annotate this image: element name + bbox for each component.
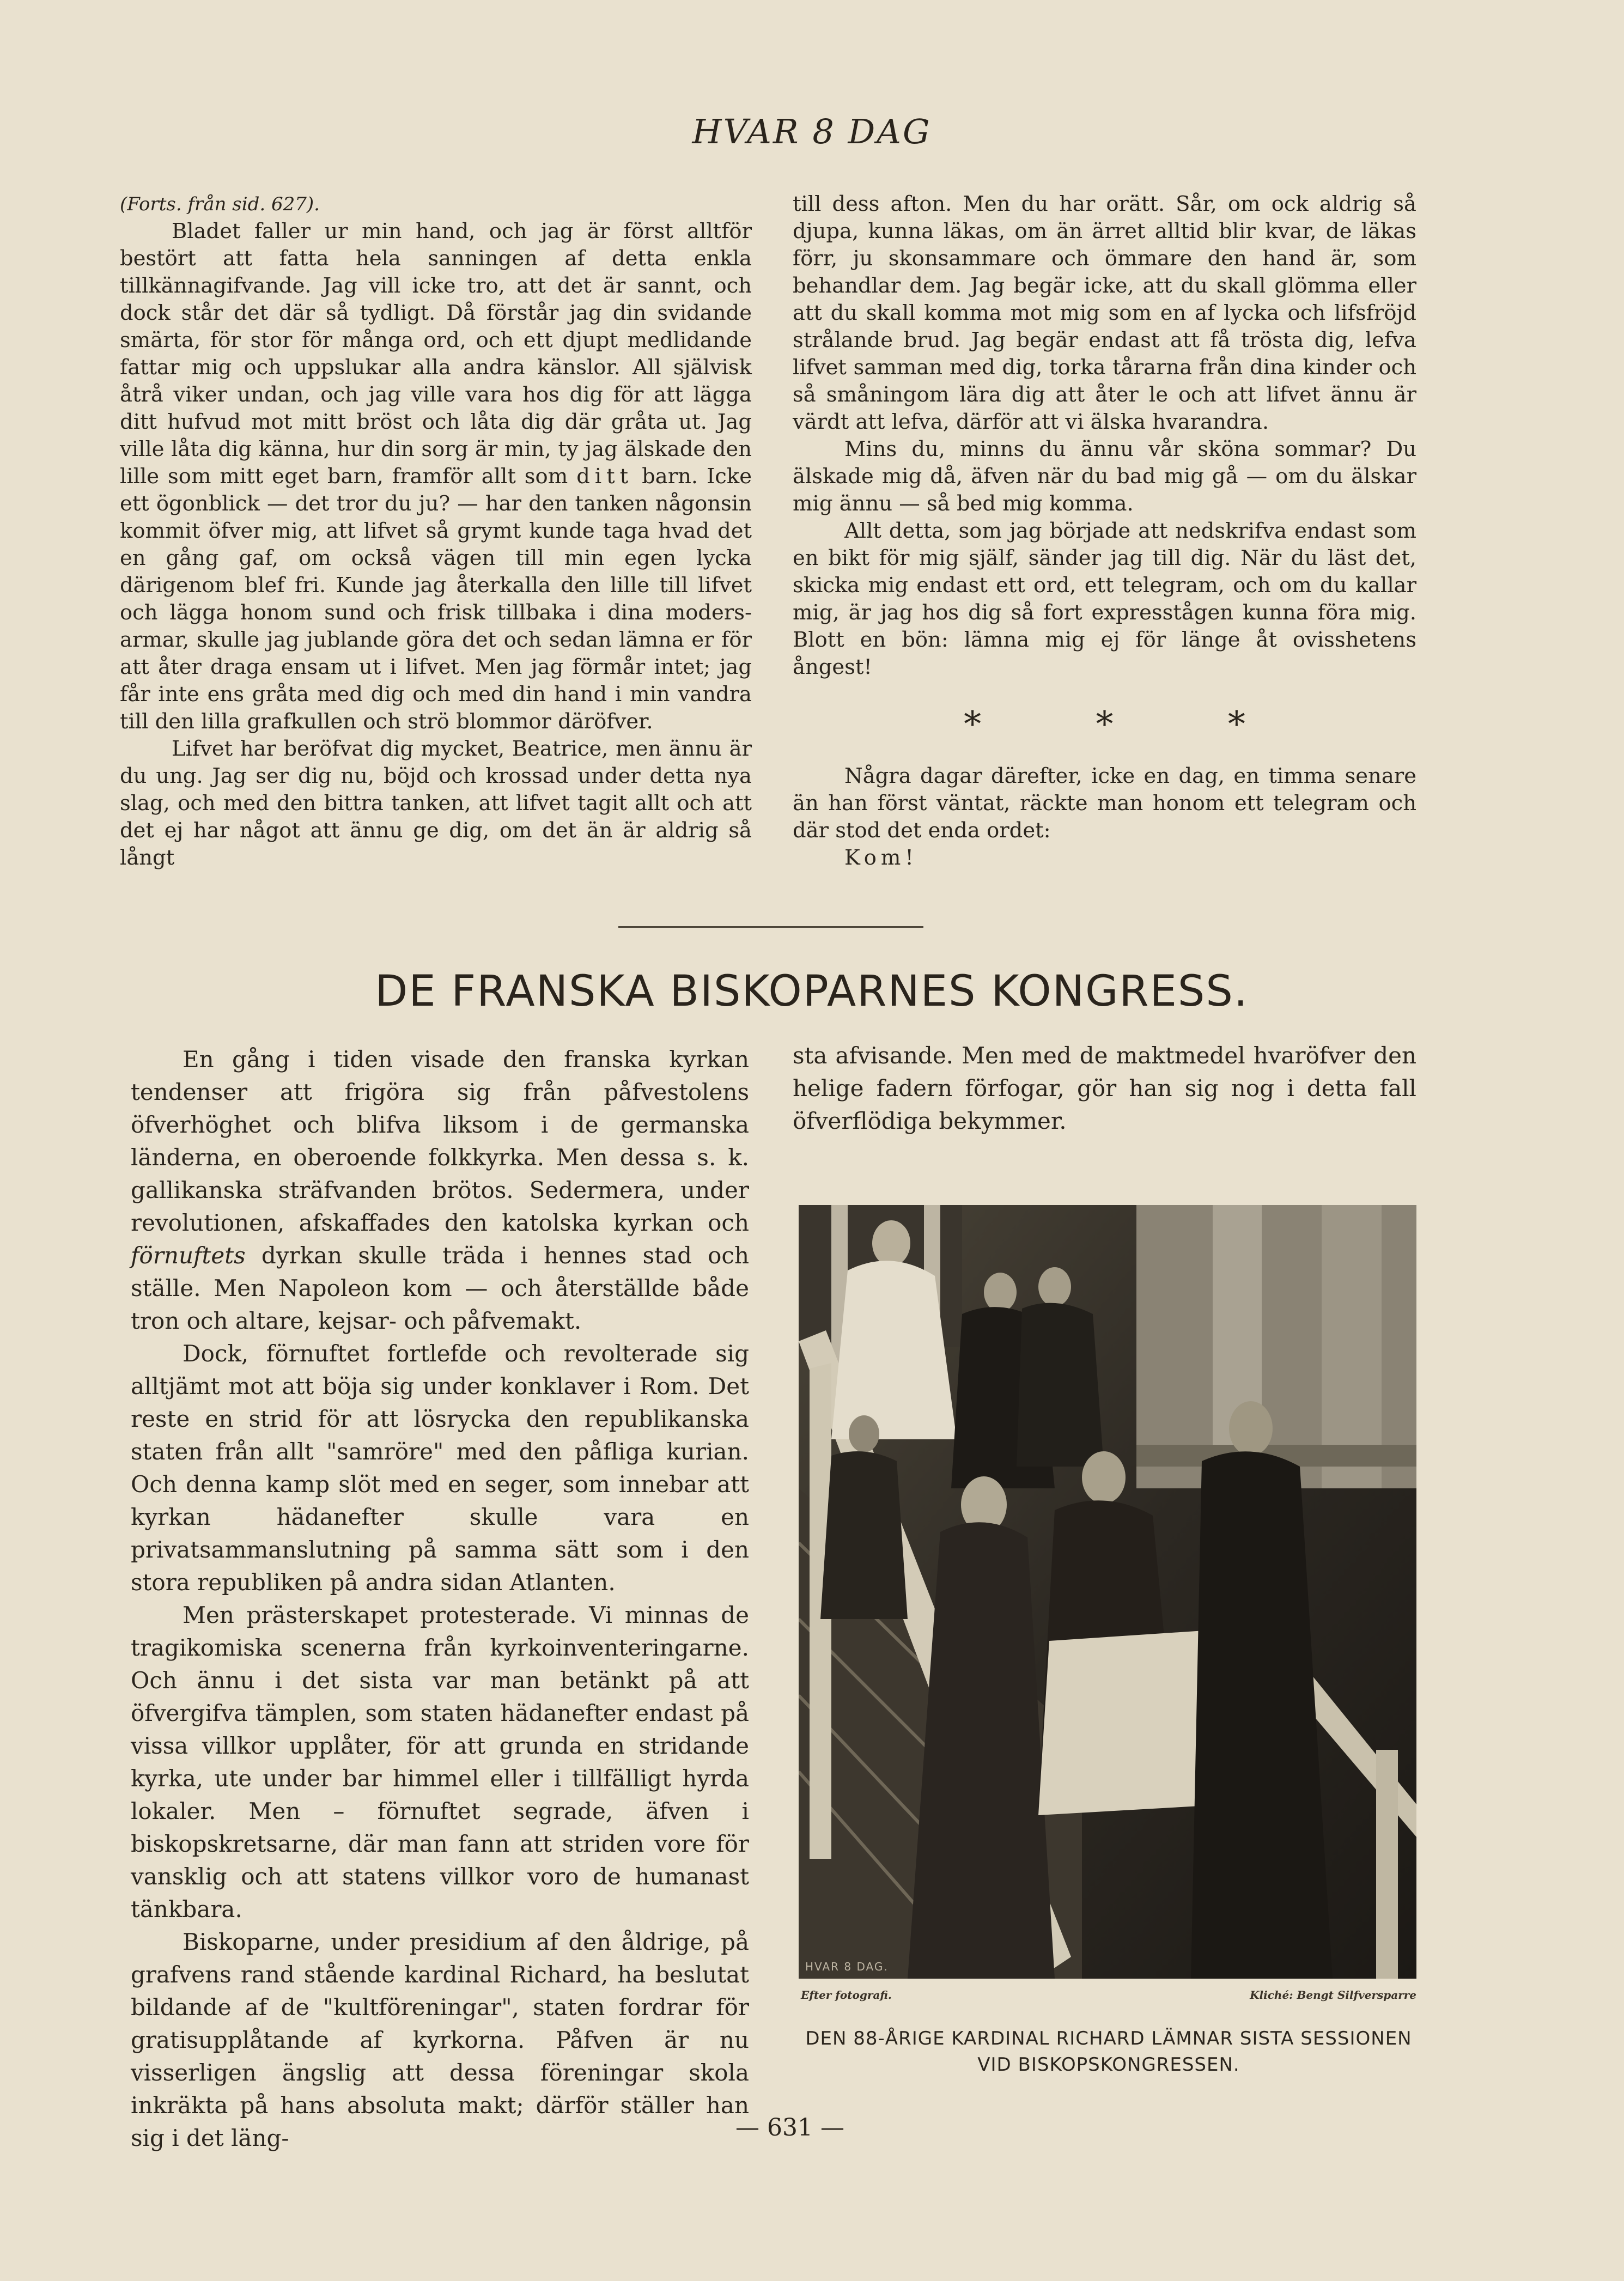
photo-watermark: HVAR 8 DAG. xyxy=(805,1960,889,1973)
photo-caption: DEN 88-ÅRIGE KARDINAL RICHARD LÄMNAR SISTA SESSIONEN VID BISKOPSKONGRESSEN. xyxy=(805,2028,1412,2076)
section-break-stars: * * * xyxy=(964,704,1297,745)
news-photo xyxy=(799,1205,1416,1979)
photo-credit-cliche: Kliché: Bengt Silfversparre xyxy=(1250,1988,1416,2002)
forts-note: (Forts. från sid. 627). xyxy=(120,193,320,215)
story-final-word: Kom! xyxy=(844,846,918,870)
story-paragraph: Lifvet har beröfvat dig mycket, Beatrice, men ännu är du ung. Jag ser dig nu, böjd och krossad under detta nya slag, och med den bittra tanken, att lifvet tagit allt och att det ej har något att ännu ge dig, om det än är aldrig så långt xyxy=(120,737,752,870)
story-paragraph: till dess afton. Men du har orätt. Sår, om ock aldrig så djupa, kunna läkas, om än ärret alltid blir kvar, de läkas förr, ju skonsammare och ömmare den hand är, som behandlar dem. Jag begär icke, att du skall glömma eller att du skall komma mot mig som en af lycka och lifsfröjd strålande brud. Jag begär endast att få trösta dig, lefva lifvet samman med dig, torka tårarna från dina kinder och så småningom lära dig att åter le och att lifvet ännu är värdt att lefva, därför att vi älska hvarandra. xyxy=(793,192,1416,434)
article-paragraph: Dock, förnuftet fortlefde och revolterade sig alltjämt mot att böja sig under konklaver i Rom. Det reste en strid för att lösrycka den republikanska staten från allt "samröre" med den påfliga kurian. Och denna kamp slöt med en seger, som innebar att kyrkan hädanefter skulle vara en privatsammanslutning på samma sätt som i den stora republiken på andra sidan Atlanten. xyxy=(131,1340,749,1596)
story-paragraph xyxy=(120,218,752,735)
article-left-column xyxy=(131,1043,749,2155)
article-text: En gång i tiden visade den franska kyrkan tendenser att frigöra sig från påfvestolens öfverhöghet och blifva liksom i de germanska länderna, en oberoende folkkyrka. Men dessa s. k. gallikanska sträfvanden brötos. Sedermera, under revolutionen, afskaffades den katolska kyrkan och xyxy=(131,1046,749,1236)
page-header: HVAR 8 DAG xyxy=(692,112,932,151)
article-emphasis: förnuftets xyxy=(131,1242,246,1269)
page-number: — 631 — xyxy=(735,2114,844,2142)
story-top-right-column xyxy=(793,191,1416,872)
story-spaced-word: ditt xyxy=(576,464,634,489)
article-right-column xyxy=(793,1039,1416,1138)
story-text: Bladet faller ur min hand, och jag är först alltför bestört att fatta hela sanningen af detta enkla tillkännagifvande. Jag vill icke tro, att det är sannt, och dock står det där så tydligt. Då förstår jag din svidande smärta, för stor för många ord, och ett djupt medlidande fattar mig och uppslukar alla andra känslor. All självisk åtrå viker undan, och jag ville vara hos dig för att lägga ditt hufvud mot mitt bröst och låta dig där gråta ut. Jag ville låta dig känna, hur din sorg är min, ty jag älskade den lille som mitt eget barn, framför allt som xyxy=(120,219,752,489)
section-divider xyxy=(618,926,923,928)
photo-illustration xyxy=(799,1205,1416,1979)
article-paragraph: Biskoparne, under presidium af den åldrige, på grafvens rand stående kardinal Richard, ha beslutat bildande af de "kultföreningar", staten fordrar för gratisupplåtande af kyrkorna. Påfven är nu visserligen ängslig att dessa föreningar skola inkräkta på hans absoluta makt; därför ställer han sig i det läng- xyxy=(131,1929,749,2151)
story-top-left-column xyxy=(120,191,752,872)
photo-credit-source: Efter fotografi. xyxy=(801,1988,892,2002)
article-title: DE FRANSKA BISKOPARNES KONGRESS. xyxy=(375,967,1249,1016)
article-paragraph: sta afvisande. Men med de maktmedel hvaröfver den helige fadern förfogar, gör han sig nog i detta fall öfverflödiga bekymmer. xyxy=(793,1042,1416,1134)
story-text: barn. Icke ett ögonblick — det tror du ju? — har den tanken någonsin kommit öfver mig, att lifvet så grymt kunde taga hvad det en gång gaf, om också vägen till min egen lycka därigenom blef fri. Kunde jag återkalla den lille till lifvet och lägga honom sund och frisk tillbaka i dina modersarmar, skulle jag jublande göra det och sedan lämna er för att åter draga ensam ut i lifvet. Men jag förmår intet; jag får inte ens gråta med dig och med din hand i min vandra till den lilla grafkullen och strö blommor däröfver. xyxy=(120,464,752,734)
article-text: dyrkan skulle träda i hennes stad och ställe. Men Napoleon kom — och återställde både tron och altare, kejsar- och påfvemakt. xyxy=(131,1242,749,1334)
article-paragraph xyxy=(131,1043,749,1337)
story-paragraph: Allt detta, som jag började att nedskrifva endast som en bikt för mig själf, sänder jag till dig. När du läst det, skicka mig endast ett ord, ett telegram, och om du kallar mig, är jag hos dig så fort expresstågen kunna föra mig. Blott en bön: lämna mig ej för länge åt ovisshetens ångest! xyxy=(793,519,1416,679)
story-paragraph: Några dagar därefter, icke en dag, en timma senare än han först väntat, räckte man honom ett telegram och där stod det enda ordet: xyxy=(793,764,1416,843)
article-paragraph: Men prästerskapet protesterade. Vi minnas de tragikomiska scenerna från kyrkoinventeringarne. Och ännu i det sista var man betänkt på att öfvergifva tämplen, som staten hädanefter endast på vissa villkor upplåter, för att grunda en stridande kyrka, ute under bar himmel eller i tillfälligt hyrda lokaler. Men – förnuftet segrade, äfven i biskopskretsarne, där man fann att striden vore för vansklig och att statens villkor voro de humanast tänkbara. xyxy=(131,1602,749,1923)
story-paragraph: Mins du, minns du ännu vår sköna sommar? Du älskade mig då, äfven när du bad mig gå — om du älskar mig ännu — så bed mig komma. xyxy=(793,437,1416,516)
